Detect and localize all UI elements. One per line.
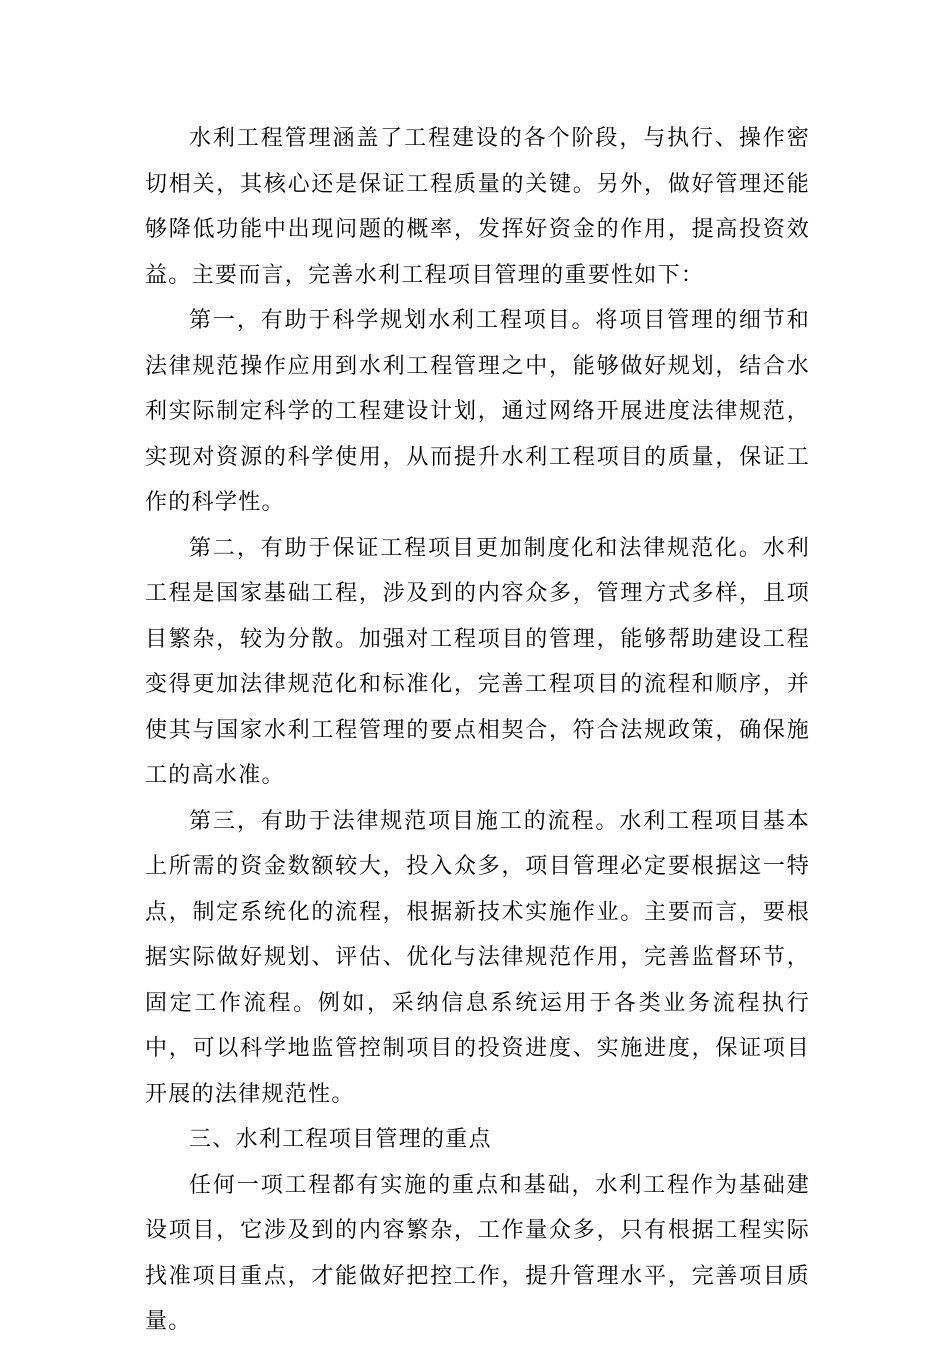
paragraph-importance-intro: 水利工程管理涵盖了工程建设的各个阶段，与执行、操作密切相关，其核心还是保证工程质量的关键。另外，做好管理还能够降低功能中出现问题的概率，发挥好资金的作用，提高投资效益。主要而言，完善水利工程项目管理的重要性如下： [145,126,810,288]
section-heading: 三、水利工程项目管理的重点 [189,1127,492,1152]
paragraph-third-point: 第三，有助于法律规范项目施工的流程。水利工程项目基本上所需的资金数额较大，投入众多，项目管理必定要根据这一特点，制定系统化的流程，根据新技术实施作业。主要而言，要根据实际做好规划、评估、优化与法律规范作用，完善监督环节，固定工作流程。例如，采纳信息系统运用于各类业务流程执行中，可以科学地监管控制项目的投资进度、实施进度，保证项目开展的法律规范性。 [145,808,810,1107]
paragraph-key-points-intro: 任何一项工程都有实施的重点和基础，水利工程作为基础建设项目，它涉及到的内容繁杂，工作量众多，只有根据工程实际找准项目重点，才能做好把控工作，提升管理水平，完善项目质量。 [145,1172,810,1334]
document-body [145,116,810,1345]
paragraph-second-point: 第二，有助于保证工程项目更加制度化和法律规范化。水利工程是国家基础工程，涉及到的内容众多，管理方式多样，且项目繁杂，较为分散。加强对工程项目的管理，能够帮助建设工程变得更加法律规范化和标准化，完善工程项目的流程和顺序，并使其与国家水利工程管理的要点相契合，符合法规政策，确保施工的高水准。 [145,535,810,788]
paragraph-first-point: 第一，有助于科学规划水利工程项目。将项目管理的细节和法律规范操作应用到水利工程管理之中，能够做好规划，结合水利实际制定科学的工程建设计划，通过网络开展进度法律规范，实现对资源的科学使用，从而提升水利工程项目的质量，保证工作的科学性。 [145,308,810,515]
